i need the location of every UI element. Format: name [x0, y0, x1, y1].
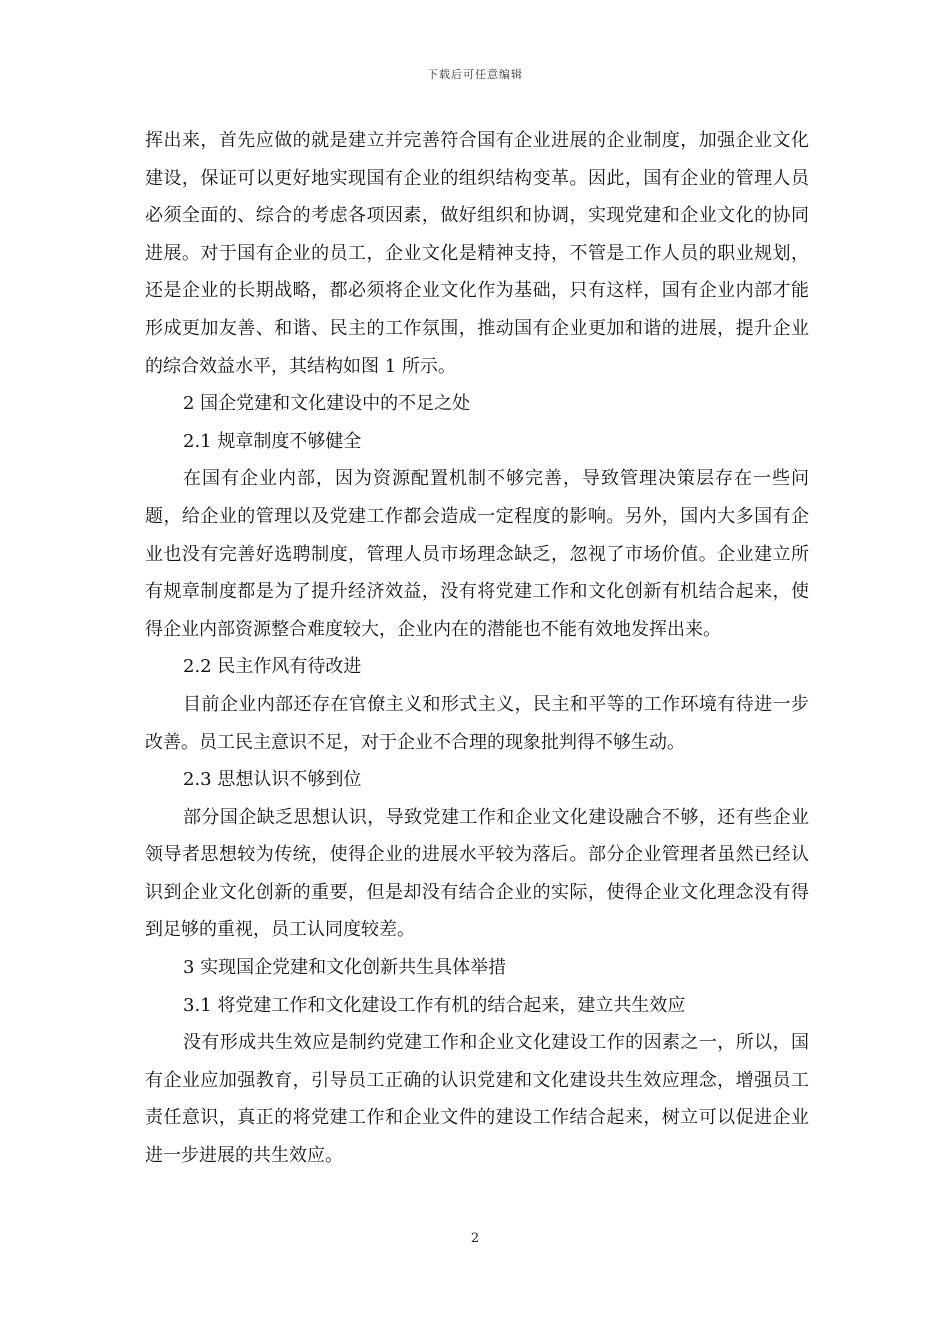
paragraph-2-2: 目前企业内部还存在官僚主义和形式主义，民主和平等的工作环境有待进一步改善。员工民主意识不足，对于企业不合理的现象批判得不够生动。 — [145, 693, 809, 753]
paragraph-3-1: 没有形成共生效应是制约党建工作和企业文化建设工作的因素之一，所以，国有企业应加强教育，引导员工正确的认识党建和文化建设共生效应理念，增强员工责任意识，真正的将党建工作和企业文件的建设工作结合起来，树立可以促进企业进一步进展的共生效应。 — [145, 1032, 809, 1167]
subsection-heading-2-2: 2.2 民主作风有待改进 — [183, 656, 362, 678]
subsection-heading-2-1: 2.1 规章制度不够健全 — [183, 430, 362, 452]
paragraph-continuation: 挥出来，首先应做的就是建立并完善符合国有企业进展的企业制度，加强企业文化建设，保证可以更好地实现国有企业的组织结构变革。因此，国有企业的管理人员必须全面的、综合的考虑各项因素，做好组织和协调，实现党建和企业文化的协同进展。对于国有企业的员工，企业文化是精神支持，不管是工作人员的职业规划，还是企业的长期战略，都必须将企业文化作为基础，只有这样，国有企业内部才能形成更加友善、和谐、民主的工作氛围，推动国有企业更加和谐的进展，提升企业的综合效益水平，其结构如图 1 所示。 — [145, 130, 809, 377]
paragraph-2-3: 部分国企缺乏思想认识，导致党建工作和企业文化建设融合不够，还有些企业领导者思想较为传统，使得企业的进展水平较为落后。部分企业管理者虽然已经认识到企业文化创新的重要，但是却没有结合企业的实际，使得企业文化理念没有得到足够的重视，员工认同度较差。 — [145, 806, 809, 941]
section-heading-3: 3 实现国企党建和文化创新共生具体举措 — [183, 957, 507, 979]
subsection-heading-2-3: 2.3 思想认识不够到位 — [183, 769, 362, 791]
section-heading-2: 2 国企党建和文化建设中的不足之处 — [183, 393, 471, 415]
paragraph-2-1: 在国有企业内部，因为资源配置机制不够完善，导致管理决策层存在一些问题，给企业的管理以及党建工作都会造成一定程度的影响。另外，国内大多国有企业也没有完善好选聘制度，管理人员市场理念缺乏，忽视了市场价值。企业建立所有规章制度都是为了提升经济效益，没有将党建工作和文化创新有机结合起来，使得企业内部资源整合难度较大，企业内在的潜能也不能有效地发挥出来。 — [145, 468, 809, 640]
page-number: 2 — [470, 1231, 480, 1246]
subsection-heading-3-1: 3.1 将党建工作和文化建设工作有机的结合起来，建立共生效应 — [183, 994, 686, 1016]
document-body — [145, 122, 809, 1175]
page-header: 下载后可任意编辑 — [427, 68, 523, 81]
